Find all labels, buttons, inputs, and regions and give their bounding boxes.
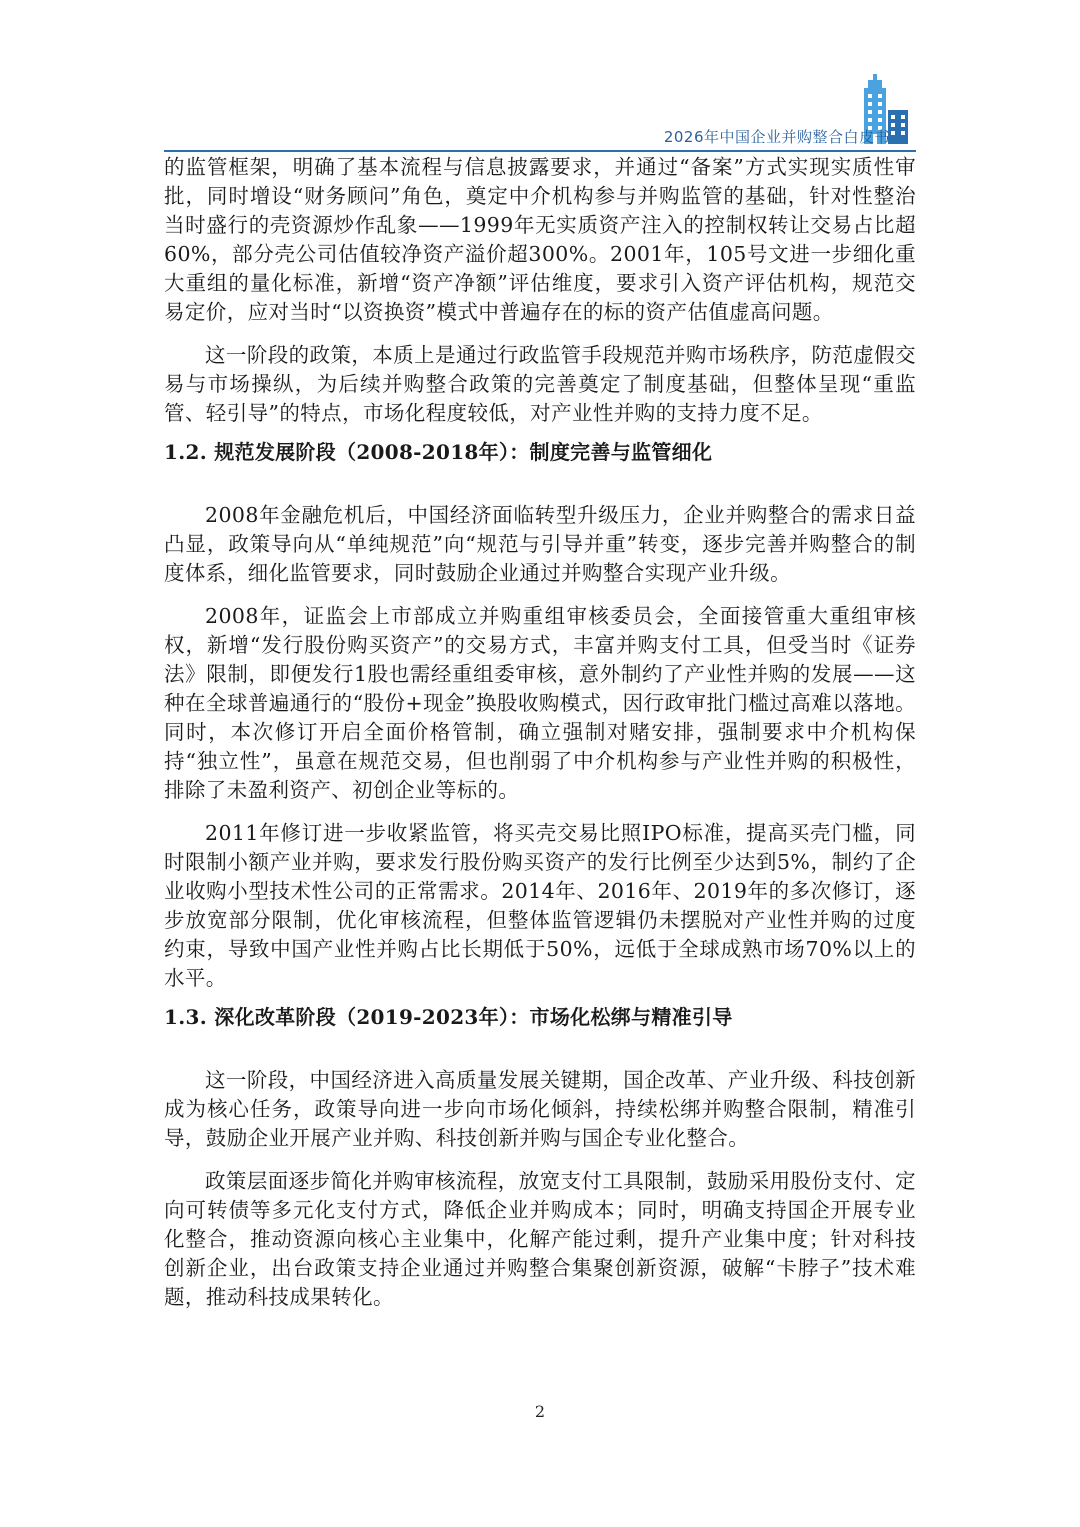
paragraph-1: 的监管框架，明确了基本流程与信息披露要求，并通过“备案”方式实现实质性审批，同时增设“财务顾问”角色，奠定中介机构参与并购监管的基础，针对性整治当时盛行的壳资源炒作乱象——1999年无实质资产注入的控制权转让交易占比超60%，部分壳公司估值较净资产溢价超300%。2001年，105号文进一步细化重大重组的量化标准，新增“资产净额”评估维度，要求引入资产评估机构，规范交易定价，应对当时“以资换资”模式中普遍存在的标的资产估值虚高问题。 bbox=[164, 155, 916, 324]
section-heading-1-3: 1.3. 深化改革阶段（2019-2023年）：市场化松绑与精准引导 bbox=[164, 1005, 733, 1029]
paragraph-5: 2011年修订进一步收紧监管，将买壳交易比照IPO标准，提高买壳门槛，同时限制小额产业并购，要求发行股份购买资产的发行比例至少达到5%，制约了企业收购小型技术性公司的正常需求。2014年、2016年、2019年的多次修订，逐步放宽部分限制，优化审核流程，但整体监管逻辑仍未摆脱对产业性并购的过度约束，导致中国产业性并购占比长期低于50%，远低于全球成熟市场70%以上的水平。 bbox=[164, 821, 916, 990]
paragraph-3: 2008年金融危机后，中国经济面临转型升级压力，企业并购整合的需求日益凸显，政策导向从“单纯规范”向“规范与引导并重”转变，逐步完善并购整合的制度体系，细化监管要求，同时鼓励企业通过并购整合实现产业升级。 bbox=[164, 503, 916, 585]
paragraph-6: 这一阶段，中国经济进入高质量发展关键期，国企改革、产业升级、科技创新成为核心任务，政策导向进一步向市场化倾斜，持续松绑并购整合限制，精准引导，鼓励企业开展产业并购、科技创新并购与国企专业化整合。 bbox=[164, 1068, 916, 1150]
page-number: 2 bbox=[534, 1402, 546, 1421]
paragraph-7: 政策层面逐步简化并购审核流程，放宽支付工具限制，鼓励采用股份支付、定向可转债等多元化支付方式，降低企业并购成本；同时，明确支持国企开展专业化整合，推动资源向核心主业集中，化解产能过剩，提升产业集中度；针对科技创新企业，出台政策支持企业通过并购整合集聚创新资源，破解“卡脖子”技术难题，推动科技成果转化。 bbox=[164, 1169, 916, 1309]
header-title: 2026年中国企业并购整合白皮书 bbox=[663, 128, 890, 146]
paragraph-2: 这一阶段的政策，本质上是通过行政监管手段规范并购市场秩序，防范虚假交易与市场操纵，为后续并购整合政策的完善奠定了制度基础，但整体呈现“重监管、轻引导”的特点，市场化程度较低，对产业性并购的支持力度不足。 bbox=[164, 343, 916, 425]
section-heading-1-2: 1.2. 规范发展阶段（2008-2018年）：制度完善与监管细化 bbox=[164, 440, 713, 464]
header-divider bbox=[164, 150, 916, 152]
paragraph-4: 2008年，证监会上市部成立并购重组审核委员会，全面接管重大重组审核权，新增“发行股份购买资产”的交易方式，丰富并购支付工具，但受当时《证券法》限制，即便发行1股也需经重组委审核，意外制约了产业性并购的发展——这种在全球普遍通行的“股份+现金”换股收购模式，因行政审批门槛过高难以落地。同时，本次修订开启全面价格管制，确立强制对赌安排，强制要求中介机构保持“独立性”，虽意在规范交易，但也削弱了中介机构参与产业性并购的积极性，排除了未盈利资产、初创企业等标的。 bbox=[164, 604, 916, 802]
page-body bbox=[164, 153, 916, 1312]
page-header bbox=[0, 0, 1080, 150]
